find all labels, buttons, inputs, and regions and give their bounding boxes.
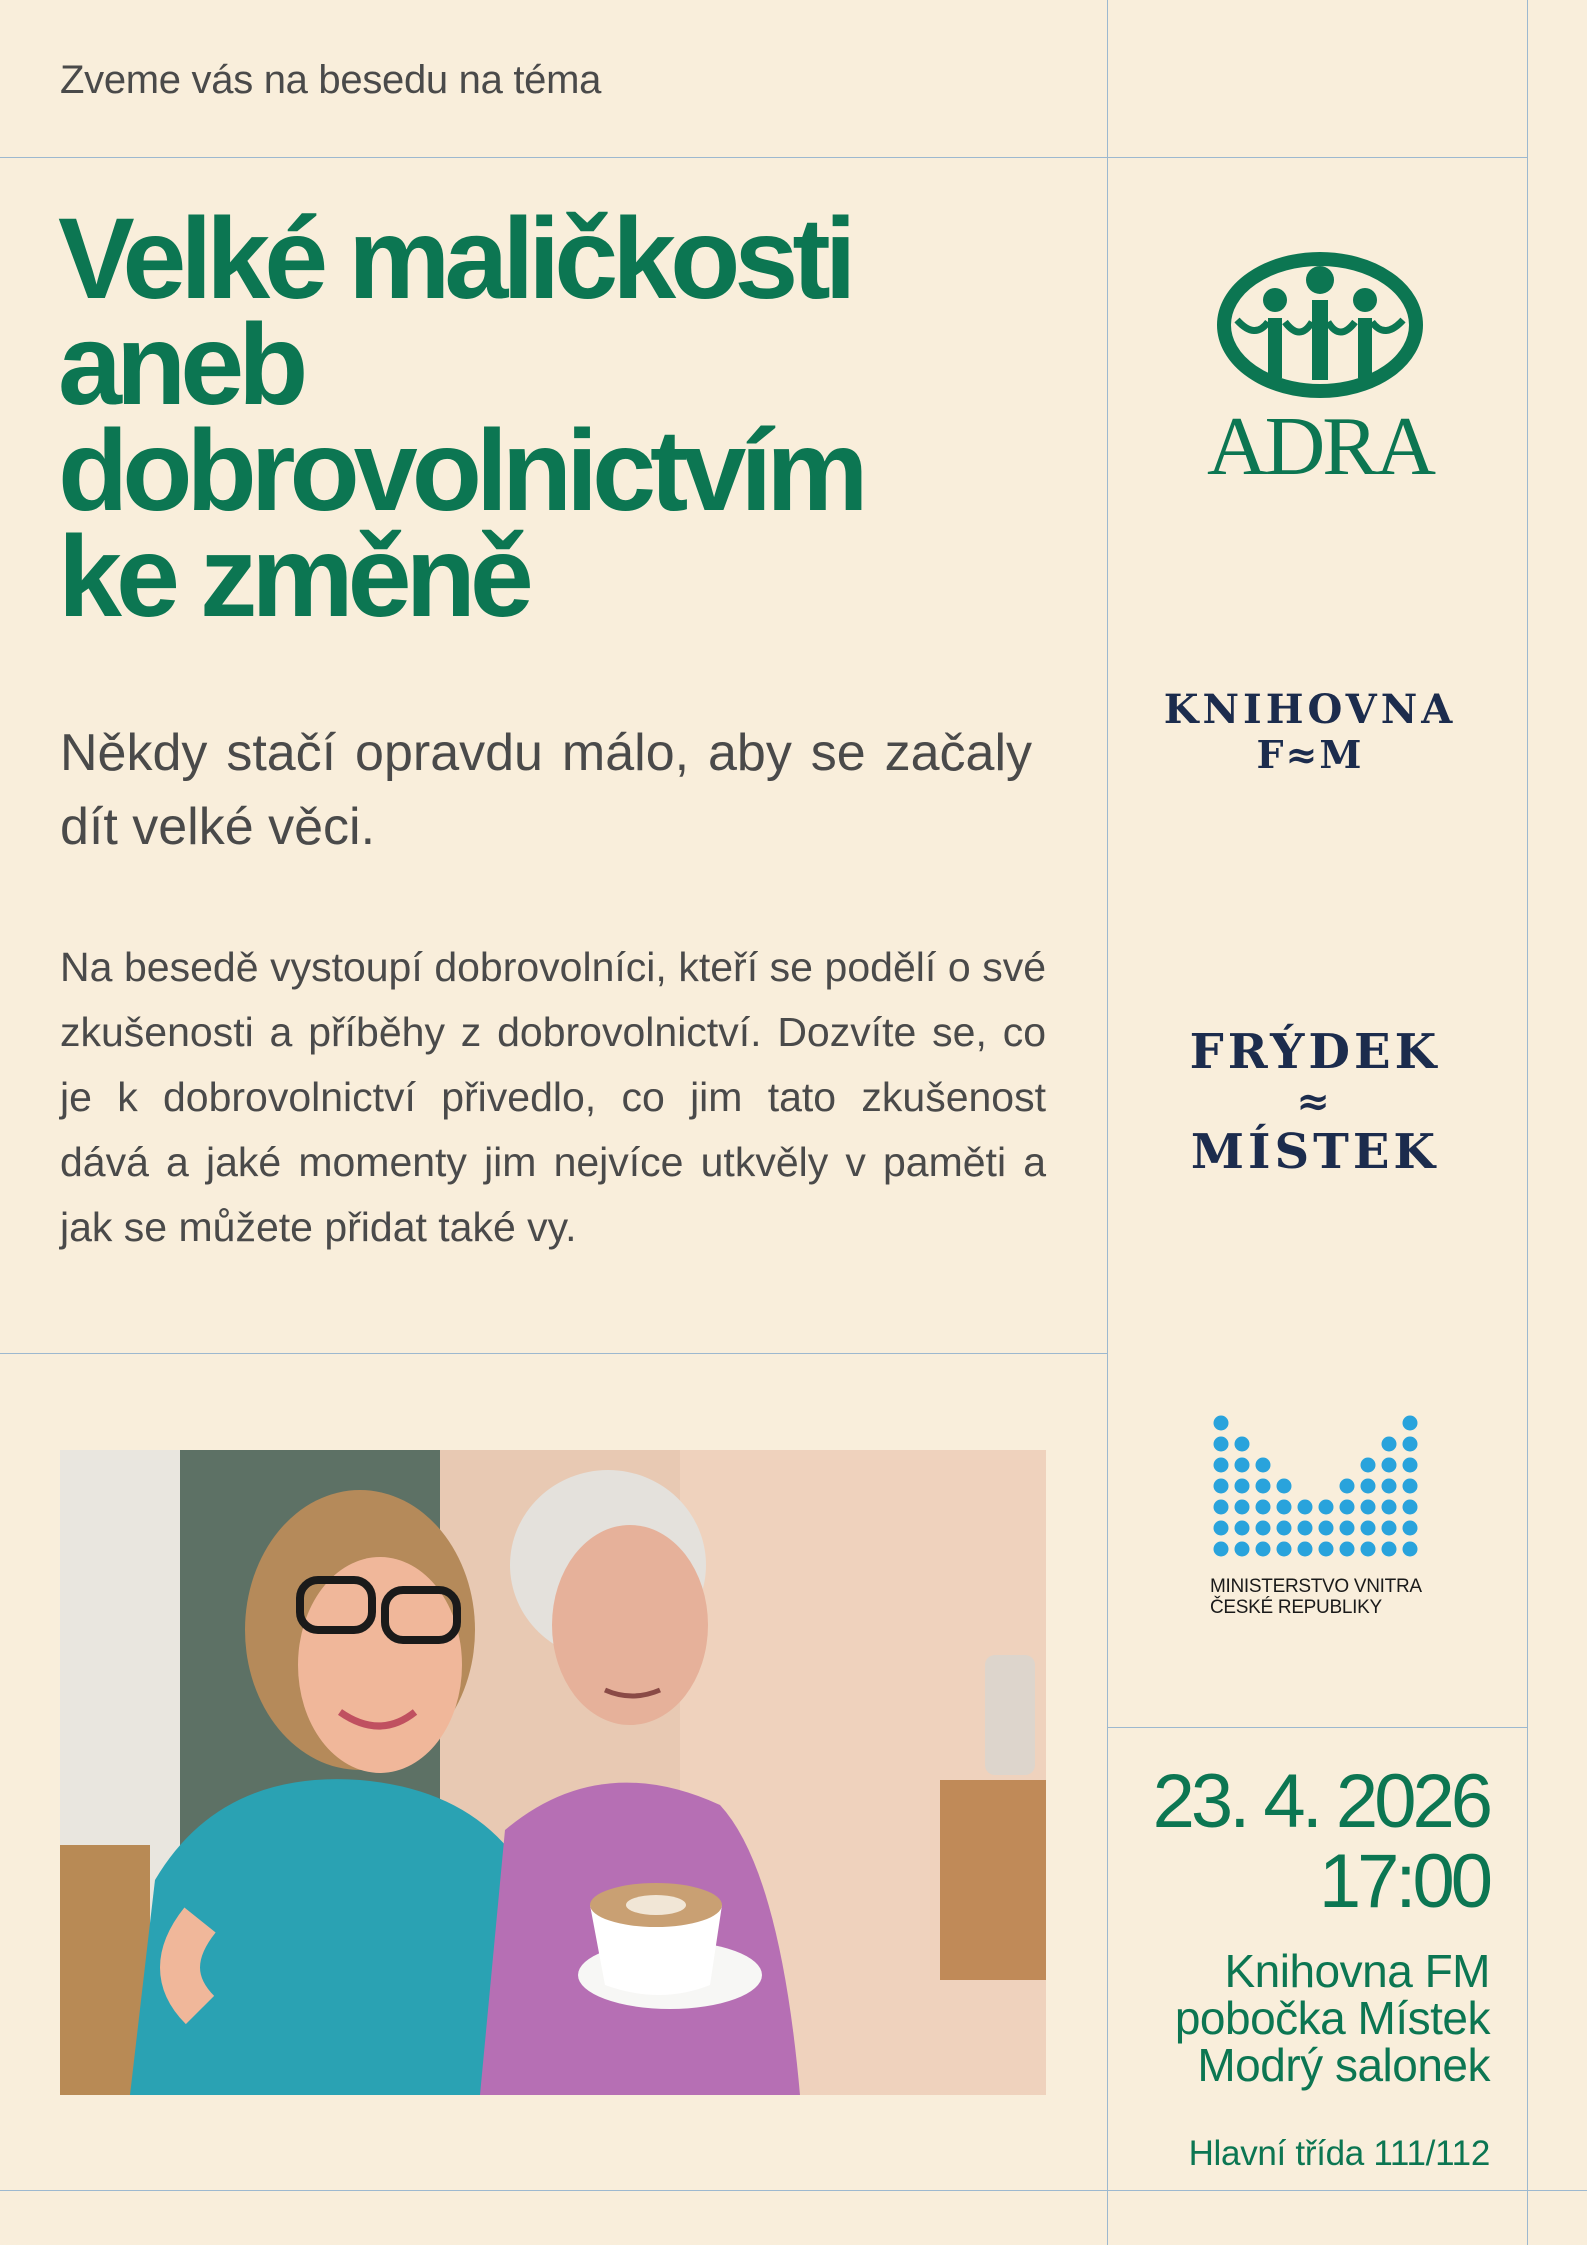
mv-dot (1382, 1437, 1397, 1452)
mv-dot (1277, 1521, 1292, 1536)
mv-dot (1340, 1542, 1355, 1557)
description-text: Na besedě vystoupí dobrovolníci, kteří se podělí o své zkušenosti a příběhy z dobrovolnictví. Dozvíte se, co je k dobrovolnictví přivedlo, co jim tato zkušenost dává a jaké momenty jim nejvíce utkvěly v paměti a jak se můžete přidat také vy. (60, 944, 1046, 1250)
knihovna-fm-mark: F≈M (1256, 732, 1364, 777)
frydek-word: FRÝDEK (1189, 1024, 1441, 1080)
event-time: 17:00 (1318, 1839, 1489, 1924)
mv-dot (1382, 1479, 1397, 1494)
mv-dot (1235, 1437, 1250, 1452)
mv-dot (1319, 1542, 1334, 1557)
lead-text: Někdy stačí opravdu málo, aby se začaly dít velké věci. (60, 724, 1032, 856)
event-title (58, 195, 1058, 641)
mv-dot (1214, 1437, 1229, 1452)
mv-dot (1403, 1458, 1418, 1473)
mv-dot (1214, 1479, 1229, 1494)
event-venue (1174, 1945, 1490, 2091)
adra-wordmark: ADRA (1206, 400, 1433, 493)
title-line: ke změně (58, 513, 528, 641)
mv-dot-matrix-icon (1210, 1394, 1425, 1559)
ministry-interior-logo (1210, 1394, 1430, 1618)
mv-name-line2: ČESKÉ REPUBLIKY (1210, 1597, 1382, 1618)
mv-dot (1235, 1500, 1250, 1515)
mv-dot (1403, 1542, 1418, 1557)
title-line: Velké maličkosti (58, 195, 851, 323)
event-address: Hlavní třída 111/112 (1188, 2134, 1490, 2173)
mv-dot (1214, 1542, 1229, 1557)
mv-dot (1361, 1542, 1376, 1557)
event-datetime (1152, 1759, 1489, 1924)
mv-dot (1403, 1437, 1418, 1452)
mv-dot (1382, 1521, 1397, 1536)
title-line: dobrovolnictvím (58, 407, 863, 535)
mv-dot (1214, 1500, 1229, 1515)
mv-dot (1319, 1521, 1334, 1536)
mv-dot (1235, 1542, 1250, 1557)
mv-dot (1319, 1500, 1334, 1515)
bottom-divider (0, 2190, 1587, 2191)
date-divider (1107, 1727, 1527, 1728)
column-divider (1107, 0, 1108, 2245)
frydek-mistek-logo (1140, 1024, 1490, 1180)
title-line: aneb (58, 301, 303, 429)
mv-dot (1235, 1521, 1250, 1536)
mv-dot (1361, 1521, 1376, 1536)
mv-dot (1256, 1542, 1271, 1557)
invite-line: Zveme vás na besedu na téma (60, 58, 602, 102)
mv-dot (1382, 1542, 1397, 1557)
adra-emblem-icon (1215, 250, 1425, 400)
mv-dot (1340, 1521, 1355, 1536)
mv-dot (1340, 1500, 1355, 1515)
mv-dot (1340, 1479, 1355, 1494)
mv-dot (1361, 1500, 1376, 1515)
top-divider (0, 157, 1527, 158)
mv-dot (1298, 1542, 1313, 1557)
mv-dot (1277, 1542, 1292, 1557)
event-date: 23. 4. 2026 (1152, 1759, 1489, 1844)
mv-dot (1256, 1500, 1271, 1515)
mistek-word: MÍSTEK (1190, 1124, 1440, 1180)
mv-dot (1235, 1479, 1250, 1494)
mv-dot (1256, 1479, 1271, 1494)
mv-dot (1214, 1458, 1229, 1473)
mv-dot (1361, 1458, 1376, 1473)
venue-line: pobočka Místek (1174, 1992, 1490, 2044)
mv-dot (1214, 1416, 1229, 1431)
venue-line: Modrý salonek (1197, 2039, 1490, 2091)
knihovna-fm-logo (1140, 688, 1480, 778)
mv-dot (1382, 1458, 1397, 1473)
mv-dot (1277, 1479, 1292, 1494)
mv-dot (1403, 1521, 1418, 1536)
photo-illustration (60, 1450, 1046, 2095)
mv-dot (1298, 1500, 1313, 1515)
wave-icon: ≈ (1296, 1078, 1334, 1125)
mv-dot (1214, 1521, 1229, 1536)
knihovna-wordmark: KNIHOVNA (1163, 686, 1457, 733)
mv-name-line1: MINISTERSTVO VNITRA (1210, 1576, 1422, 1597)
mv-dot (1382, 1500, 1397, 1515)
mv-dot (1277, 1500, 1292, 1515)
mv-dot (1403, 1416, 1418, 1431)
mv-dot (1298, 1521, 1313, 1536)
middle-divider (0, 1353, 1107, 1354)
venue-line: Knihovna FM (1224, 1945, 1490, 1997)
mv-dot (1403, 1500, 1418, 1515)
mv-dot (1256, 1521, 1271, 1536)
adra-logo (1190, 250, 1450, 493)
right-edge-divider (1527, 0, 1528, 2245)
mv-dot (1235, 1458, 1250, 1473)
mv-dot (1256, 1458, 1271, 1473)
volunteers-photo (60, 1450, 1046, 2095)
mv-dot (1361, 1479, 1376, 1494)
mv-dot (1403, 1479, 1418, 1494)
